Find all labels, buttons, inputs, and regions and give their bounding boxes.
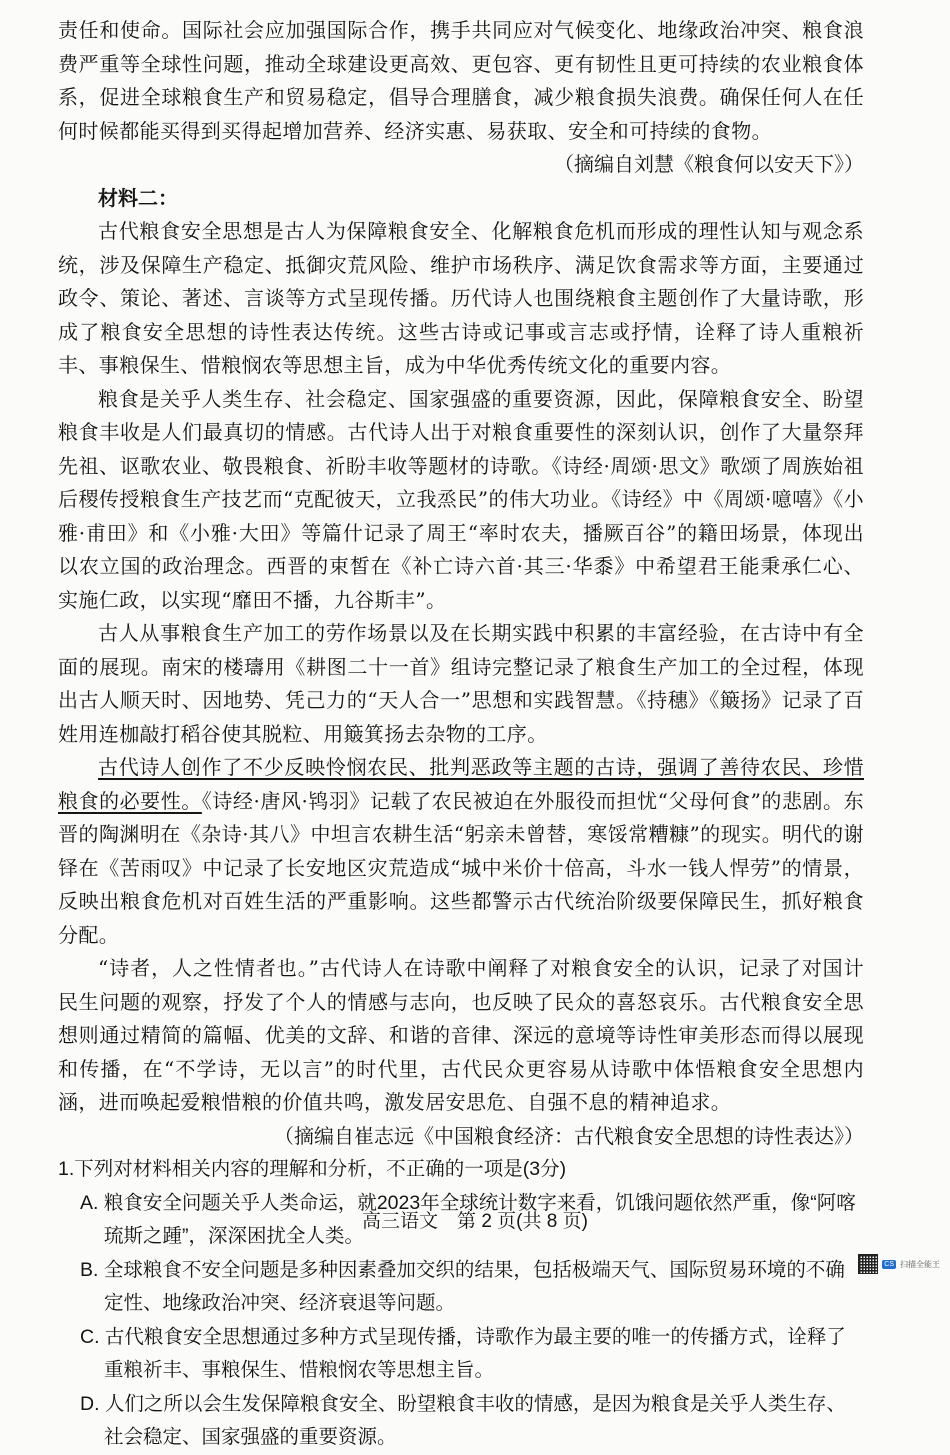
material-one-tail: 责任和使命。国际社会应加强国际合作，携手共同应对气候变化、地缘政治冲突、粮食浪费严重等全球性问题，推动全球建设更高效、更包容、更有韧性且更可持续的农业粮食体系，促进全球粮食生产和贸易稳定，倡导合理膳食，减少粮食损失浪费。确保任何人在任何时候都能买得到买得起增加营养、经济实惠、易获取、安全和可持续的食物。 [58, 18, 864, 143]
qr-code-icon [858, 1254, 878, 1274]
cs-logo-icon: CS [884, 1260, 894, 1268]
scanner-watermark [858, 1254, 940, 1274]
material-one-source: （摘编自刘慧《粮食何以安天下》） [554, 152, 864, 176]
page-footer: 高三语文 第 2 页(共 8 页) [362, 1211, 588, 1232]
option-b: B. 全球粮食不安全问题是多种因素叠加交织的结果，包括极端天气、国际贸易环境的不确定性、地缘政治冲突、经济衰退等问题。 [80, 1258, 845, 1314]
underlined-sentence: 古代诗人创作了不少反映怜悯农民、批判恶政等主题的古诗，强调了善待农民、珍惜粮食的必要性。 [58, 755, 864, 813]
paragraph-1: 古代粮食安全思想是古人为保障粮食安全、化解粮食危机而形成的理性认知与观念系统，涉及保障生产稳定、抵御灾荒风险、维护市场秩序、满足饮食需求等方面，主要通过政令、策论、著述、言谈等方式呈现传播。历代诗人也围绕粮食主题创作了大量诗歌，形成了粮食安全思想的诗性表达传统。这些古诗或记事或言志或抒情，诠释了诗人重粮祈丰、事粮保生、惜粮悯农等思想主旨，成为中华优秀传统文化的重要内容。 [58, 219, 864, 377]
option-a: A. 粮食安全问题关乎人类命运，就2023年全球统计数字来看，饥饿问题依然严重，像“阿喀琉斯之踵”，深深困扰全人类。 [80, 1191, 856, 1247]
paragraph-5: “诗者，人之性情者也。”古代诗人在诗歌中阐释了对粮食安全的认识，记录了对国计民生问题的观察，抒发了个人的情感与志向，也反映了民众的喜怒哀乐。古代粮食安全思想则通过精简的篇幅、优美的文辞、和谐的音律、深远的意境等诗性审美形态而得以展现和传播，在“不学诗，无以言”的时代里，古代民众更容易从诗歌中体悟粮食安全思想内涵，进而唤起爱粮惜粮的价值共鸣，激发居安思危、自强不息的精神追求。 [58, 956, 864, 1114]
exam-page [58, 14, 864, 1455]
paragraph-2: 粮食是关乎人类生存、社会稳定、国家强盛的重要资源，因此，保障粮食安全、盼望粮食丰收是人们最真切的情感。古代诗人出于对粮食重要性的深刻认识，创作了大量祭拜先祖、讴歌农业、敬畏粮食、祈盼丰收等题材的诗歌。《诗经·周颂·思文》歌颂了周族始祖后稷传授粮食生产技艺而“克配彼天，立我烝民”的伟大功业。《诗经》中《周颂·噫嘻》《小雅·甫田》和《小雅·大田》等篇什记录了周王“率时农夫，播厥百谷”的籍田场景，体现出以农立国的政治理念。西晋的束皙在《补亡诗六首·其三·华黍》中希望君王能秉承仁心、实施仁政，以实现“靡田不播，九谷斯丰”。 [58, 386, 864, 612]
paragraph-4 [58, 751, 864, 952]
material-two-heading: 材料二： [98, 185, 178, 210]
option-c: C. 古代粮食安全思想通过多种方式呈现传播，诗歌作为最主要的唯一的传播方式，诠释了重粮祈丰、事粮保生、惜粮悯农等思想主旨。 [80, 1325, 846, 1381]
question-stem: 1.下列对材料相关内容的理解和分析，不正确的一项是(3分) [58, 1158, 567, 1180]
paragraph-4-rest: 《诗经·唐风·鸨羽》记载了农民被迫在外服役而担忧“父母何食”的悲剧。东晋的陶渊明在《杂诗·其八》中坦言农耕生活“躬亲未曾替，寒馁常糟糠”的现实。明代的谢铎在《苦雨叹》中记录了长安地区灾荒造成“城中米价十倍高，斗水一钱人悍劳”的情景，反映出粮食危机对百姓生活的严重影响。这些都警示古代统治阶级要保障民生，抓好粮食分配。 [58, 788, 864, 947]
option-d: D. 人们之所以会生发保障粮食安全、盼望粮食丰收的情感，是因为粮食是关乎人类生存、社会稳定、国家强盛的重要资源。 [80, 1392, 846, 1448]
watermark-label: 扫描全能王 [900, 1259, 940, 1269]
paragraph-3: 古人从事粮食生产加工的劳作场景以及在长期实践中积累的丰富经验，在古诗中有全面的展现。南宋的楼璹用《耕图二十一首》组诗完整记录了粮食生产加工的全过程，体现出古人顺天时、因地势、凭己力的“天人合一”思想和实践智慧。《持穗》《簸扬》记录了百姓用连枷敲打稻谷使其脱粒、用簸箕扬去杂物的工序。 [58, 621, 864, 746]
material-two-source: （摘编自崔志远《中国粮食经济：古代粮食安全思想的诗性表达》） [274, 1123, 864, 1148]
